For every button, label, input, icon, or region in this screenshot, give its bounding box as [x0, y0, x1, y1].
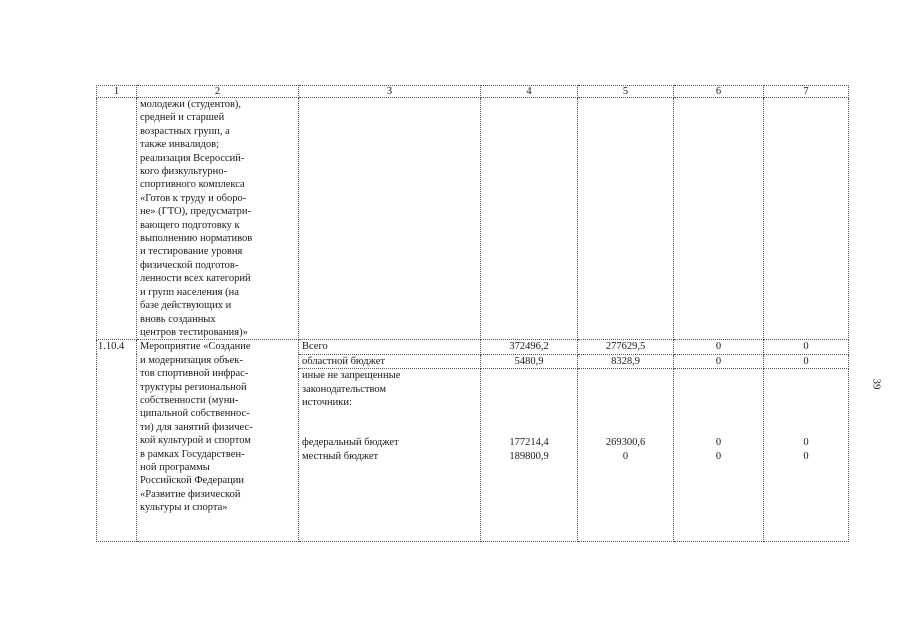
text-line: вающего подготовку к — [140, 219, 240, 231]
header-col-2: 2 — [137, 86, 299, 98]
text-line: ной программы — [140, 461, 210, 473]
spacer — [581, 396, 670, 409]
text-line: реализация Всероссий- — [140, 152, 245, 164]
measure-description — [137, 340, 299, 542]
text-line: спортивного комплекса — [140, 179, 245, 191]
text-line: в рамках Государствен- — [140, 448, 245, 460]
continuation-col-4 — [481, 98, 578, 340]
regional-col-5: 8328,9 — [578, 354, 674, 368]
text-line — [302, 423, 477, 436]
text-line: тов спортивной инфрас- — [140, 368, 249, 380]
text-line: Российской Федерации — [140, 475, 244, 487]
table-header-row — [97, 86, 849, 98]
text-line: законодательством — [302, 383, 387, 395]
text-line: кой культурой и спортом — [140, 435, 251, 447]
local-col-5: 0 — [622, 450, 629, 462]
budget-table — [96, 85, 849, 542]
federal-label: федеральный бюджет — [302, 437, 399, 449]
header-col-7: 7 — [764, 86, 849, 98]
total-col-4: 372496,2 — [481, 340, 578, 354]
spacer — [677, 383, 760, 396]
other-sources-col-7 — [764, 369, 849, 542]
continuation-col-3 — [299, 98, 481, 340]
local-col-4: 189800,9 — [509, 450, 549, 462]
header-col-4: 4 — [481, 86, 578, 98]
text-line: и модернизация объек- — [140, 354, 243, 366]
spacer — [484, 396, 574, 409]
spacer — [484, 409, 574, 422]
continuation-col-5 — [578, 98, 674, 340]
total-label: Всего — [299, 340, 481, 354]
total-col-6: 0 — [674, 340, 764, 354]
spacer — [677, 409, 760, 422]
spacer — [767, 383, 845, 396]
header-col-6: 6 — [674, 86, 764, 98]
spacer — [677, 396, 760, 409]
text-line: ти) для занятий физичес- — [140, 421, 253, 433]
text-line: «Развитие физической — [140, 488, 241, 500]
spacer — [767, 396, 845, 409]
total-col-7: 0 — [764, 340, 849, 354]
other-sources-col-6 — [674, 369, 764, 542]
text-line: выполнению нормативов — [140, 233, 253, 245]
text-line: собственности (муни- — [140, 394, 239, 406]
other-sources-cell — [299, 369, 481, 542]
continuation-number-cell — [97, 98, 137, 340]
text-line: «Готов к труду и оборо- — [140, 192, 247, 204]
spacer — [767, 369, 845, 382]
spacer — [581, 369, 670, 382]
spacer — [581, 383, 670, 396]
text-line: физической подготов- — [140, 259, 239, 271]
regional-label: областной бюджет — [299, 354, 481, 368]
spacer — [484, 369, 574, 382]
local-label: местный бюджет — [302, 450, 379, 462]
local-col-7: 0 — [803, 450, 809, 462]
spacer — [484, 423, 574, 436]
spacer — [581, 409, 670, 422]
federal-col-7: 0 — [803, 437, 809, 449]
spacer — [484, 383, 574, 396]
regional-col-4: 5480,9 — [481, 354, 578, 368]
text-line: молодежи (студентов), — [140, 99, 242, 110]
text-line: не» (ГТО), предусматри- — [140, 206, 252, 218]
header-col-1: 1 — [97, 86, 137, 98]
text-line: также инвалидов; — [140, 139, 220, 151]
spacer — [677, 369, 760, 382]
text-line: Мероприятие «Создание — [140, 341, 251, 353]
continuation-description — [137, 98, 299, 340]
federal-col-5: 269300,6 — [605, 437, 646, 449]
text-line: труктуры региональной — [140, 381, 247, 393]
text-line — [302, 409, 477, 422]
text-line: культуры и спорта» — [140, 502, 228, 514]
text-line: возрастных групп, а — [140, 125, 230, 137]
total-col-5: 277629,5 — [578, 340, 674, 354]
text-line: ципальной собственнос- — [140, 408, 250, 420]
text-line: кого физкультурно- — [140, 166, 227, 178]
continuation-col-6 — [674, 98, 764, 340]
continuation-col-7 — [764, 98, 849, 340]
table-row-continuation — [97, 98, 849, 340]
spacer — [677, 423, 760, 436]
federal-col-4: 177214,4 — [509, 437, 549, 449]
spacer — [767, 423, 845, 436]
local-col-6: 0 — [715, 450, 722, 462]
header-col-5: 5 — [578, 86, 674, 98]
text-line: базе действующих и — [140, 300, 232, 312]
text-line: средней и старшей — [140, 112, 225, 124]
text-line: и групп населения (на — [140, 286, 239, 298]
text-line: иные не запрещенные — [302, 370, 401, 382]
text-line: и тестирование уровня — [140, 246, 243, 258]
text-line: ленности всех категорий — [140, 273, 251, 285]
measure-number: 1.10.4 — [97, 340, 137, 542]
federal-col-6: 0 — [715, 437, 722, 449]
other-sources-col-5 — [578, 369, 674, 542]
table-row-total — [97, 340, 849, 354]
text-line: вновь созданных — [140, 313, 216, 325]
spacer — [767, 409, 845, 422]
header-col-3: 3 — [299, 86, 481, 98]
page-number: 39 — [870, 378, 883, 390]
text-line: центров тестирования)» — [140, 326, 248, 338]
other-sources-col-4 — [481, 369, 578, 542]
text-line: источники: — [302, 396, 352, 408]
regional-col-7: 0 — [764, 354, 849, 368]
regional-col-6: 0 — [674, 354, 764, 368]
spacer — [581, 423, 670, 436]
